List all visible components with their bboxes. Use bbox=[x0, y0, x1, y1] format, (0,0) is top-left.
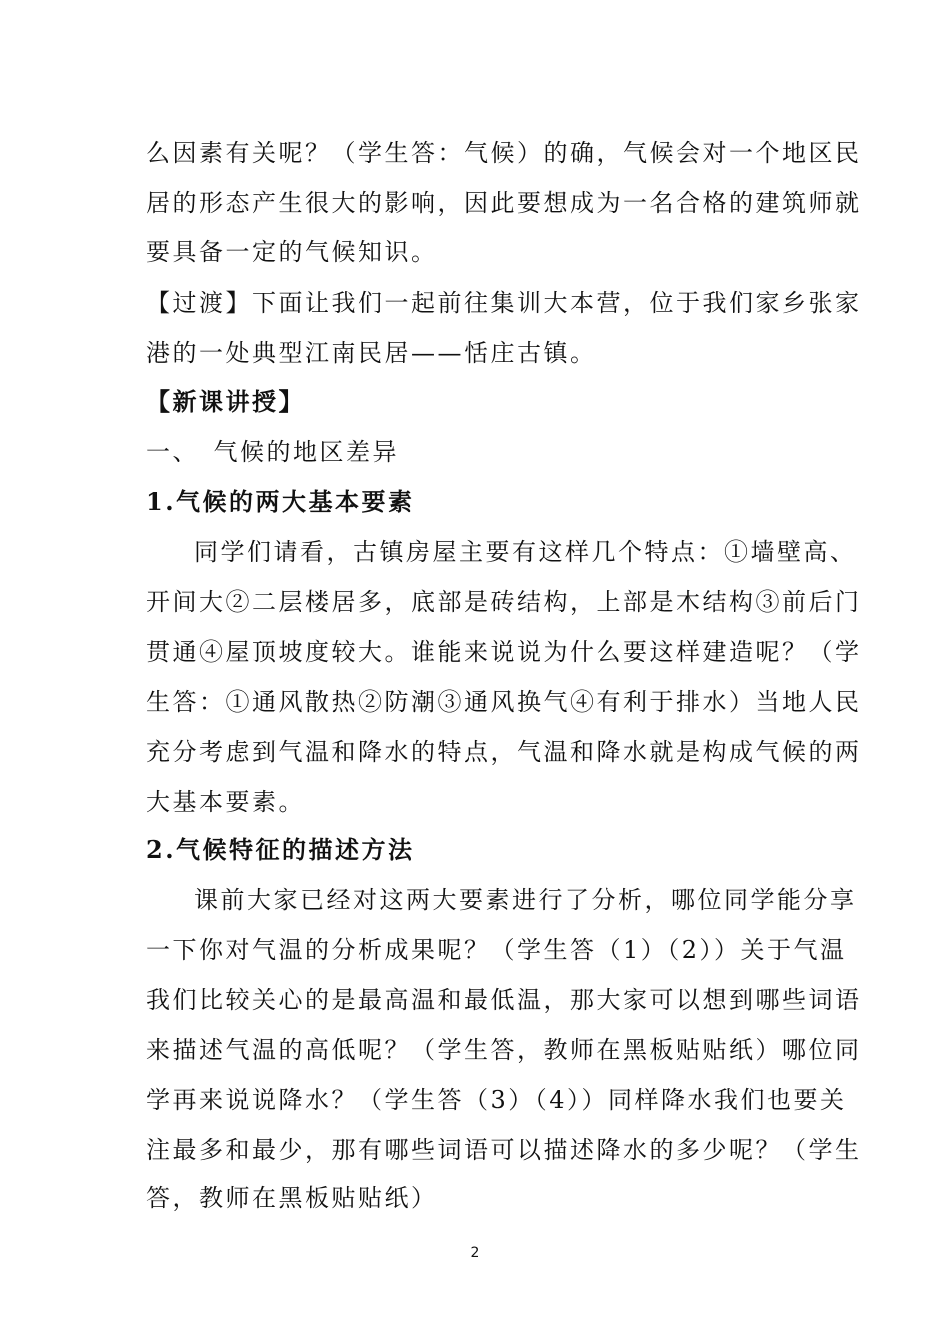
paragraph-line: 答，教师在黑板贴贴纸） bbox=[146, 1184, 438, 1212]
paragraph-line: 贯通④屋顶坡度较大。谁能来说说为什么要这样建造呢？（学 bbox=[146, 638, 862, 666]
paragraph-line: 开间大②二层楼居多，底部是砖结构，上部是木结构③前后门 bbox=[146, 588, 862, 616]
paragraph-line: 注最多和最少，那有哪些词语可以描述降水的多少呢？（学生 bbox=[146, 1136, 862, 1164]
paragraph-line: 大基本要素。 bbox=[146, 788, 305, 816]
page-number: 2 bbox=[470, 1245, 480, 1261]
paragraph-line: 居的形态产生很大的影响，因此要想成为一名合格的建筑师就 bbox=[146, 189, 862, 217]
subheading-climate-elements: 1.气候的两大基本要素 bbox=[146, 487, 415, 516]
paragraph-line: 充分考虑到气温和降水的特点，气温和降水就是构成气候的两 bbox=[146, 738, 862, 766]
paragraph-line: 学再来说说降水？（学生答（3）（4））同样降水我们也要关 bbox=[146, 1086, 847, 1114]
paragraph-line: 要具备一定的气候知识。 bbox=[146, 238, 438, 266]
paragraph-line: 港的一处典型江南民居——恬庄古镇。 bbox=[146, 339, 597, 367]
subheading-description-methods: 2.气候特征的描述方法 bbox=[146, 835, 415, 864]
paragraph-line: 我们比较关心的是最高温和最低温，那大家可以想到哪些词语 bbox=[146, 986, 862, 1014]
paragraph-line: 一下你对气温的分析成果呢？（学生答（1）（2））关于气温 bbox=[146, 936, 847, 964]
paragraph-line: 来描述气温的高低呢？（学生答，教师在黑板贴贴纸）哪位同 bbox=[146, 1036, 862, 1064]
section-heading-new-lesson: 【新课讲授】 bbox=[146, 387, 305, 416]
paragraph-line: 同学们请看，古镇房屋主要有这样几个特点：①墙壁高、 bbox=[194, 538, 857, 566]
paragraph-line: 么因素有关呢？（学生答：气候）的确，气候会对一个地区民 bbox=[146, 139, 862, 167]
paragraph-line: 课前大家已经对这两大要素进行了分析，哪位同学能分享 bbox=[194, 886, 857, 914]
section-heading-climate-differences: 一、 气候的地区差异 bbox=[146, 438, 399, 466]
transition-line: 【过渡】下面让我们一起前往集训大本营，位于我们家乡张家 bbox=[146, 289, 862, 317]
paragraph-line: 生答：①通风散热②防潮③通风换气④有利于排水）当地人民 bbox=[146, 688, 862, 716]
